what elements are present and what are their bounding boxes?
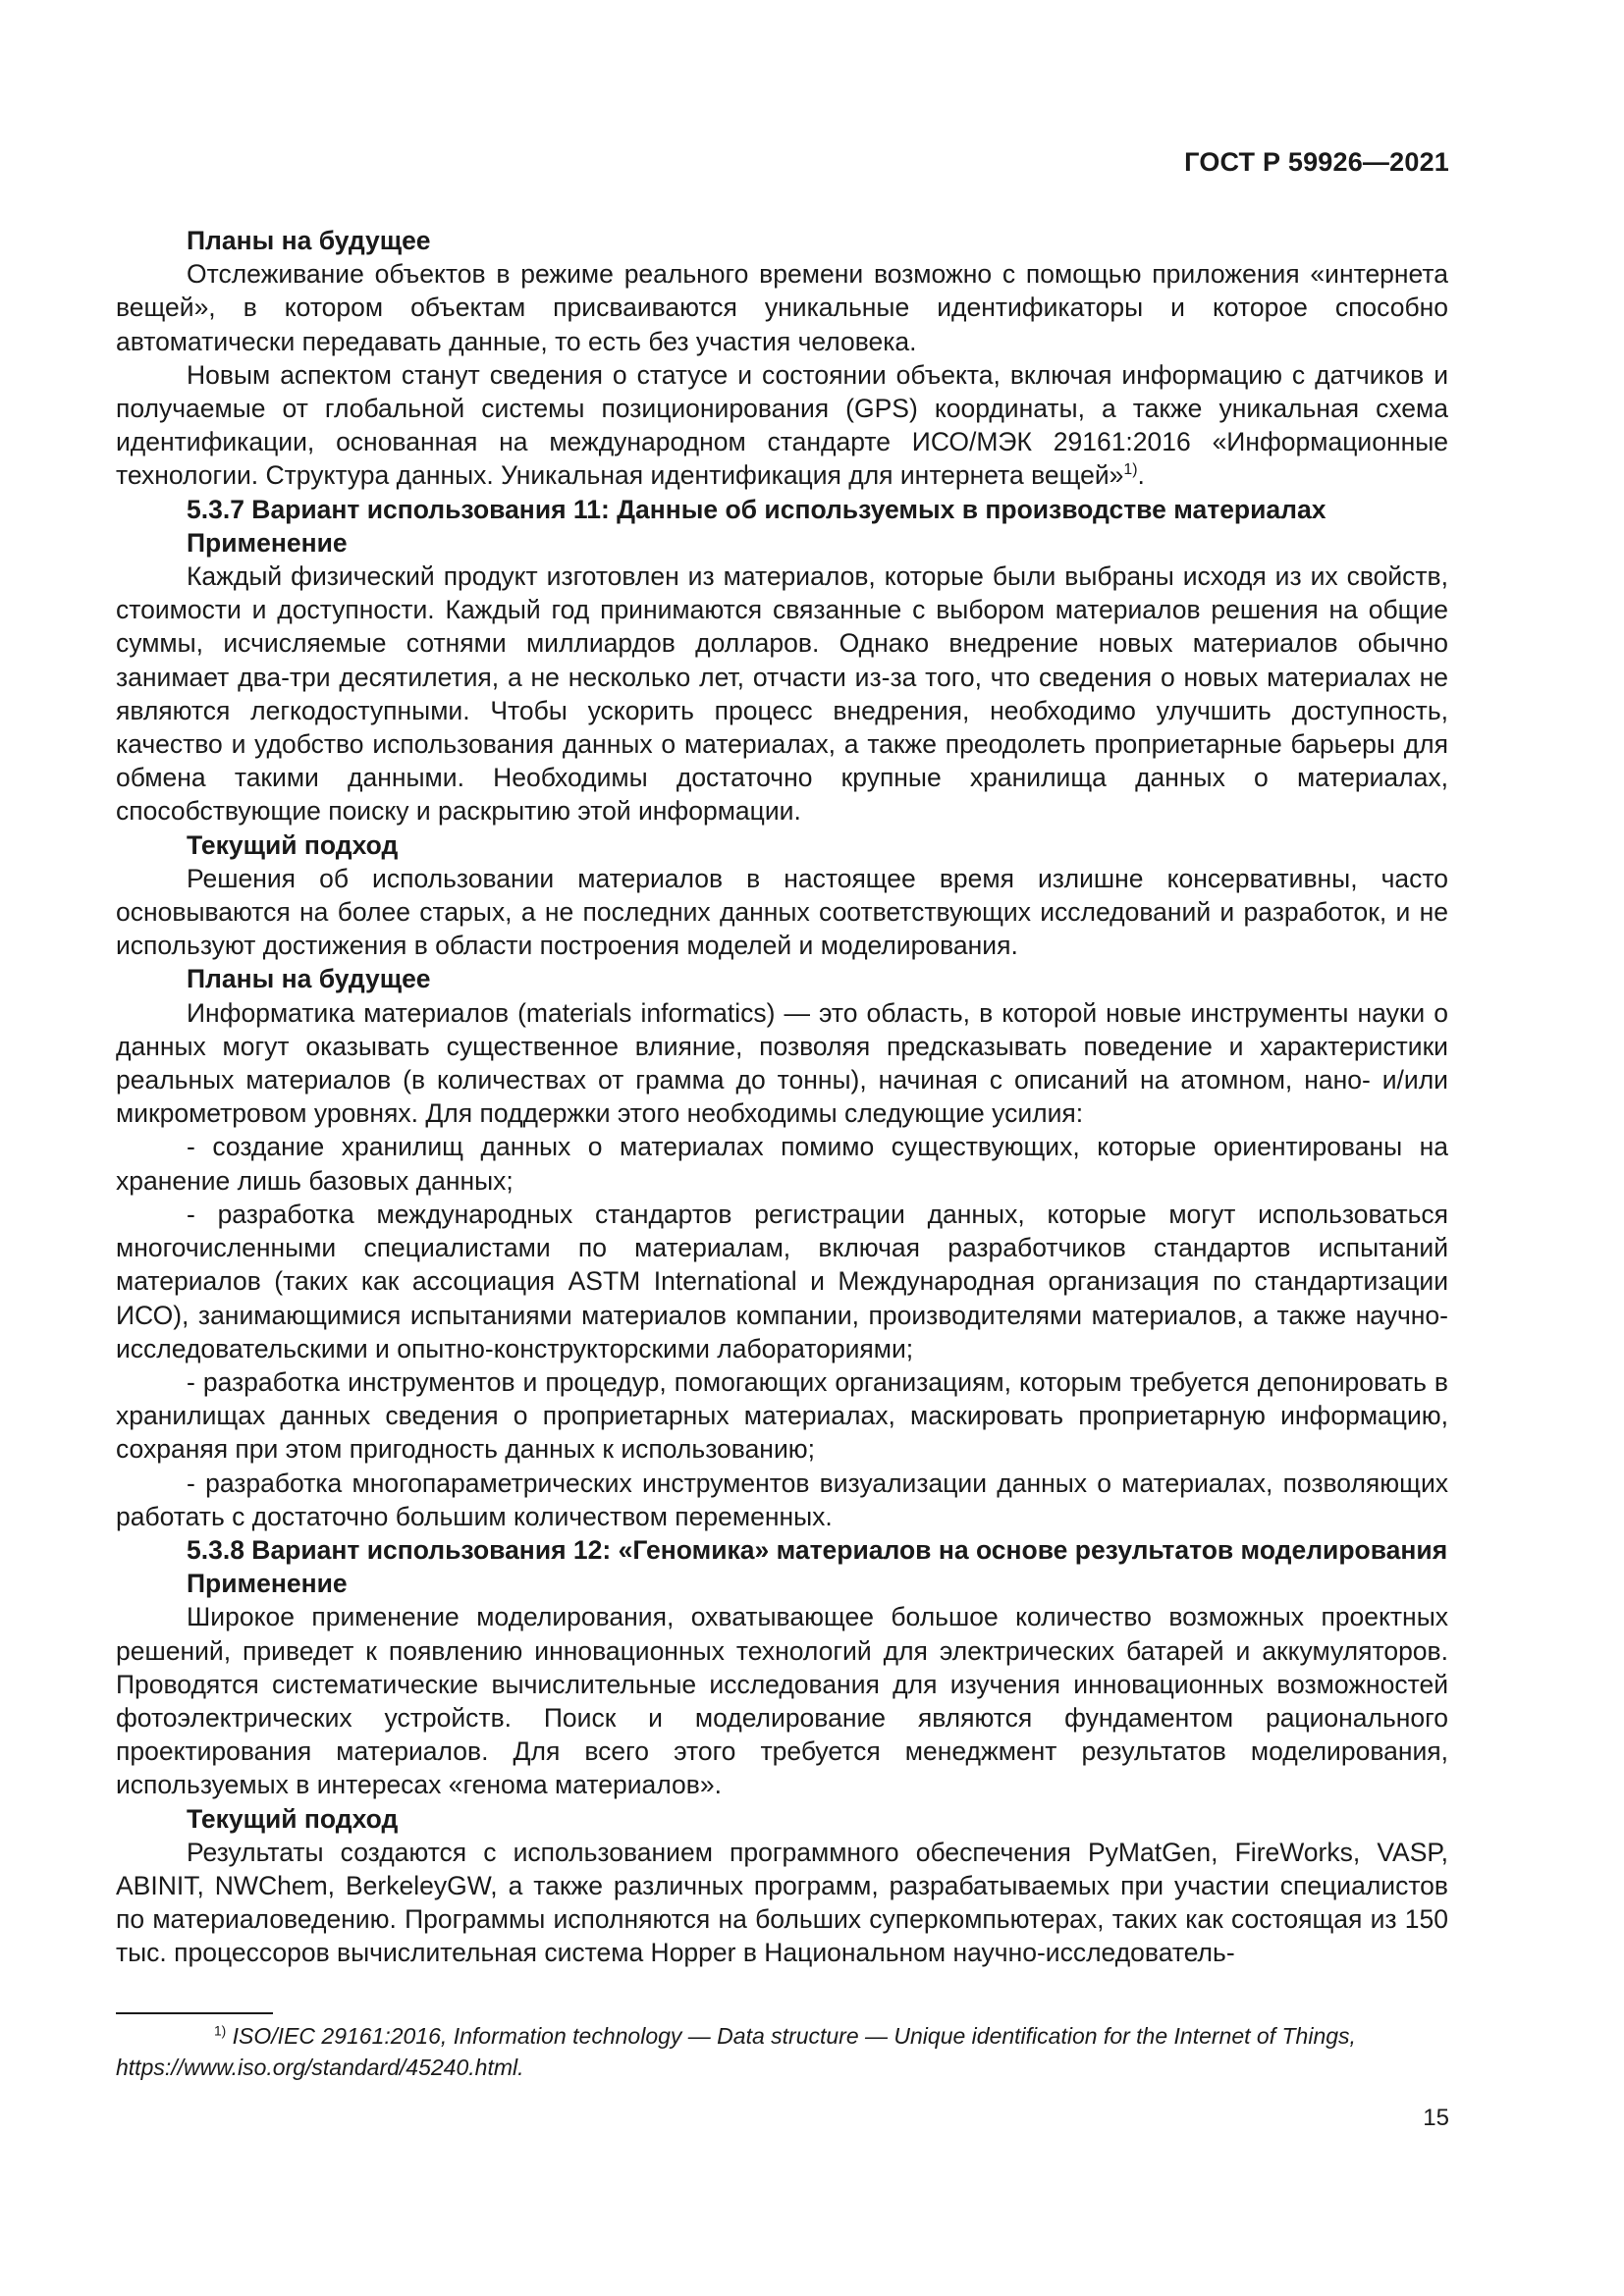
subheading-future-plans: Планы на будущее — [187, 226, 431, 255]
paragraph-end: . — [1137, 460, 1145, 491]
paragraph: Широкое применение моделирования, охватывающее большое количество возможных проектных решений, приведет к появлению инновационных технологий для электрических батарей и аккумуляторов. Проводятся систематические вычислительные исследования для изучения инновационных возможностей фотоэлектрических устройств. Поиск и моделирование являются фундаментом рационального проектирования материалов. Для всего этого требуется менеджмент результатов моделирования, используемых в интересах «генома материалов». — [116, 1602, 1448, 1800]
subheading-application: Применение — [187, 1569, 348, 1599]
paragraph-text: Новым аспектом станут сведения о статусе и состоянии объекта, включая информацию с датчиков и получаемые от глобальной системы позиционирования (GPS) координаты, а также уникальная схема идентификации, основанная на международном стандарте ИСО/МЭК 29161:2016 «Информационные технологии. Структура данных. Уникальная идентификация для интернета вещей» — [116, 359, 1448, 491]
body-text — [116, 224, 1448, 1970]
paragraph: Решения об использовании материалов в настоящее время излишне консервативны, часто основываются на более старых, а не последних данных соответствующих исследований и разработок, и не используют достижения в области построения моделей и моделирования. — [116, 863, 1448, 961]
paragraph — [116, 358, 1448, 493]
document-id-header: ГОСТ Р 59926—2021 — [1184, 147, 1449, 177]
subheading-current-approach: Текущий подход — [187, 829, 399, 860]
paragraph: Каждый физический продукт изготовлен из материалов, которые были выбраны исходя из их свойств, стоимости и доступности. Каждый год принимаются связанные с выбором материалов решения на общие суммы, исчисляемые сотнями миллиардов долларов. Однако внедрение новых материалов обычно занимает два-три десятилетия, а не несколько лет, отчасти из-за того, что сведения о новых материалах не являются легкодоступными. Чтобы ускорить процесс внедрения, необходимо улучшить доступность, качество и удобство использования данных о материалах, а также преодолеть проприетарные барьеры для обмена такими данными. Необходимы достаточно крупные хранилища данных о материалах, способствующие поиску и раскрытию этой информации. — [116, 561, 1448, 827]
paragraph: Информатика материалов (materials informatics) — это область, в которой новые инструменты науки о данных могут оказывать существенное влияние, позволяя предсказывать поведение и характеристики реальных материалов (в количествах от грамма до тонны), начиная с описаний на атомном, нано- и/или микрометровом уровнях. Для поддержки этого необходимы следующие усилия: — [116, 997, 1448, 1129]
paragraph: Результаты создаются с использованием программного обеспечения PyMatGen, FireWorks, VASP, ABINIT, NWChem, BerkeleyGW, а также различных программ, разрабатываемых при участии специалистов по материаловедению. Программы исполняются на больших суперкомпьютерах, таких как состоящая из 150 тыс. процессоров вычислительная система Hopper в Национальном научно-исследователь- — [116, 1837, 1448, 1968]
footnote-marker: 1) — [214, 2023, 227, 2039]
subheading-future-plans: Планы на будущее — [187, 964, 431, 994]
footnote — [116, 2020, 1448, 2083]
footnote-reference[interactable]: 1) — [1123, 461, 1138, 479]
list-item: - создание хранилищ данных о материалах помимо существующих, которые ориентированы на хранение лишь базовых данных; — [116, 1132, 1448, 1196]
paragraph: Отслеживание объектов в режиме реального времени возможно с помощью приложения «интернета вещей», в котором объектам присваиваются уникальные идентификаторы и которое способно автоматически передавать данные, то есть без участия человека. — [116, 259, 1448, 356]
subheading-application: Применение — [187, 527, 348, 558]
section-heading-5-3-7: 5.3.7 Вариант использования 11: Данные об используемых в производстве материалах — [187, 494, 1326, 524]
list-item: - разработка инструментов и процедур, помогающих организациям, которым требуется депонировать в хранилищах данных сведения о проприетарных материалах, маскировать проприетарную информацию, сохраняя при этом пригодность данных к использованию; — [116, 1366, 1448, 1465]
footnote-divider — [116, 2012, 273, 2014]
list-item: - разработка многопараметрических инструментов визуализации данных о материалах, позволяющих работать с достаточно большим количеством переменных. — [116, 1468, 1448, 1531]
page-number: 15 — [1423, 2105, 1449, 2131]
footnote-text: ISO/IEC 29161:2016, Information technology — Data structure — Unique identification for the Internet of Things, https://www.iso.org/standard/45240.html. — [116, 2023, 1356, 2080]
subheading-current-approach: Текущий подход — [187, 1803, 399, 1834]
list-item: - разработка международных стандартов регистрации данных, которые могут использоваться многочисленными специалистами по материалам, включая разработчиков стандартов испытаний материалов (таких как ассоциация ASTM International и Международная организация по стандартизации ИСО), занимающимися испытаниями материалов компании, производителями материалов, а также научно-исследовательскими и опытно-конструкторскими лабораториями; — [116, 1199, 1448, 1363]
section-heading-5-3-8: 5.3.8 Вариант использования 12: «Геномика» материалов на основе результатов моделирования — [187, 1534, 1448, 1565]
